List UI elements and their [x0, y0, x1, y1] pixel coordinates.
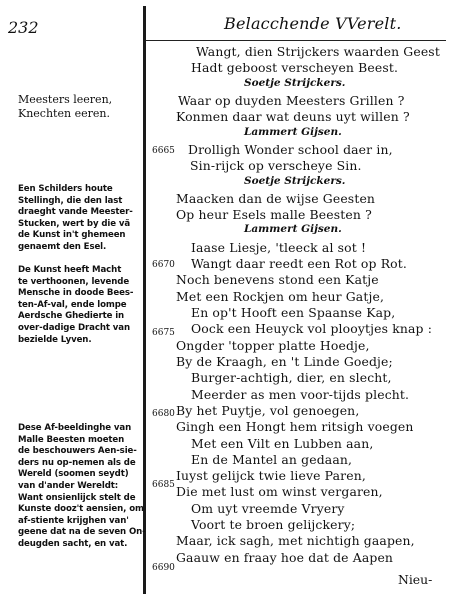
speaker-heading: Lammert Gijsen.	[244, 126, 342, 138]
verse-line: Oock een Heuyck vol plooytjes knap :	[191, 321, 433, 336]
verse-line: Sin-rijck op verscheye Sin.	[190, 158, 362, 173]
gloss-line: ten-Af-val, ende lompe	[18, 299, 127, 310]
verse-line: Gaauw en fraay hoe dat de Aapen	[176, 550, 394, 565]
verse-line: Voort te broen gelijckery;	[191, 517, 356, 532]
running-head: Belacchende VVerelt.	[224, 14, 402, 33]
gloss-line: af-stiente krijghen van'	[18, 515, 129, 526]
gloss-line: deugden sacht, en vat.	[18, 538, 128, 549]
verse-line: Drolligh Wonder school daer in,	[188, 142, 393, 157]
margin-note-line: Meesters leeren,	[18, 93, 113, 106]
gloss-line: Aerdsche Ghedierte in	[18, 311, 125, 322]
header-rule	[146, 40, 446, 41]
verse-line: En op't Hooft een Spaanse Kap,	[191, 305, 396, 320]
line-number: 6685	[152, 480, 175, 490]
speaker-heading: Soetje Strijckers.	[244, 175, 346, 187]
verse-line: Met een Rockjen om heur Gatje,	[176, 289, 385, 304]
gloss-line: ders nu op-nemen als de	[18, 457, 136, 468]
line-number: 6675	[152, 328, 175, 338]
verse-line: Die met lust om winst vergaren,	[176, 484, 383, 499]
gloss-line: Want onsienlijck stelt de	[18, 492, 136, 503]
gloss-line: over-dadige Dracht van	[18, 322, 130, 333]
verse-line: Wangt, dien Strijckers waarden Geest	[196, 44, 440, 59]
gloss-line: Kunste dooz't aensien, om	[18, 504, 144, 515]
line-number: 6665	[152, 146, 175, 156]
gloss-line: Malle Beesten moeten	[18, 434, 125, 445]
verse-line: Burger-achtigh, dier, en slecht,	[191, 370, 392, 385]
gloss-line: de Kunst in't ghemeen	[18, 230, 126, 241]
verse-line: Konmen daar wat deuns uyt willen ?	[176, 109, 410, 124]
gloss-line: genaemt den Esel.	[18, 241, 107, 252]
verse-line: Hadt geboost verscheyen Beest.	[191, 60, 399, 75]
gloss-line: van d'ander Wereldt:	[18, 480, 119, 491]
verse-line: Wangt daar reedt een Rot op Rot.	[191, 256, 408, 271]
gloss-line: bezielde Lyven.	[18, 334, 92, 345]
gloss-scaffold	[18, 184, 133, 254]
gloss-line: Een Schilders houte	[18, 184, 113, 194]
verse-line: Maar, ick sagh, met nichtigh gaapen,	[176, 533, 415, 548]
gloss-line: te verthoonen, levende	[18, 276, 130, 287]
page-number: 232	[8, 18, 39, 37]
gloss-line: draeght vande Meester-	[18, 207, 133, 218]
gloss-line: Dese Af-beeldinghe van	[18, 423, 132, 433]
verse-line: Ongder 'topper platte Hoedje,	[176, 338, 370, 353]
margin-note-line: Knechten eeren.	[18, 107, 110, 120]
margin-note	[18, 93, 136, 121]
verse-line: Maacken dan de wijse Geesten	[176, 191, 376, 206]
line-number: 6680	[152, 409, 175, 419]
speaker-heading: Soetje Strijckers.	[244, 77, 346, 89]
gloss-line: de beschouwers Aen-sie-	[18, 446, 137, 457]
catchword: Nieu-	[398, 572, 433, 587]
verse-line: Waar op duyden Meesters Grillen ?	[178, 93, 405, 108]
gloss-line: Stucken, wert by die vã	[18, 218, 131, 229]
line-number: 6690	[152, 563, 175, 573]
gloss-line: Mensche in doode Bees-	[18, 288, 134, 299]
gloss-art-power	[18, 265, 133, 346]
verse-line: Met een Vilt en Lubben aan,	[191, 436, 374, 451]
speaker-heading: Lammert Gijsen.	[244, 223, 342, 235]
gloss-line: Wereld (soomen seydt)	[18, 469, 129, 480]
verse-line: Om uyt vreemde Vryery	[191, 501, 345, 516]
verse-line: Iaase Liesje, 'tleeck al sot !	[191, 240, 367, 255]
gloss-foolish-beasts	[18, 423, 146, 551]
gloss-line: geene dat na de seven On-	[18, 527, 146, 538]
gloss-line: De Kunst heeft Macht	[18, 265, 122, 275]
verse-line: By de Kraagh, en 't Linde Goedje;	[176, 354, 393, 369]
gloss-line: Stellingh, die den last	[18, 195, 123, 206]
verse-line: Noch benevens stond een Katje	[176, 272, 379, 287]
verse-line: By het Puytje, vol genoegen,	[176, 403, 360, 418]
verse-line: En de Mantel an gedaan,	[191, 452, 353, 467]
verse-line: Op heur Esels malle Beesten ?	[176, 207, 372, 222]
line-number: 6670	[152, 260, 175, 270]
verse-line: Meerder as men voor-tijds plecht.	[191, 387, 410, 402]
verse-line: Gingh een Hongt hem ritsigh voegen	[176, 419, 414, 434]
verse-line: Iuyst gelijck twie lieve Paren,	[176, 468, 366, 483]
